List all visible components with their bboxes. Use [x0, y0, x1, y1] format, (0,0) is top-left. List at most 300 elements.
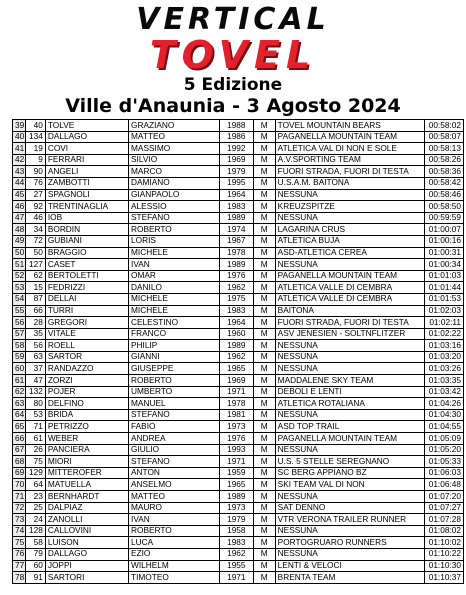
surname-cell: PANCIERA	[45, 444, 128, 456]
sex-cell: M	[253, 560, 275, 572]
first-name-cell: MARCO	[129, 166, 220, 178]
team-cell: BRENTA TEAM	[275, 572, 424, 584]
first-name-cell: GIANPAOLO	[129, 189, 220, 201]
table-row	[13, 120, 464, 132]
finish-time-cell: 01:03:42	[424, 386, 463, 398]
finish-time-cell: 01:10:30	[424, 560, 463, 572]
row-number-cell: 53	[13, 282, 26, 294]
bib-number-cell: 91	[26, 572, 46, 584]
bib-number-cell: 132	[26, 386, 46, 398]
team-cell: ASD-ATLETICA CEREA	[275, 247, 424, 259]
surname-cell: DALLAGO	[45, 548, 128, 560]
table-row	[13, 293, 464, 305]
team-cell: NESSUNA	[275, 189, 424, 201]
row-number-cell: 56	[13, 317, 26, 329]
surname-cell: DALLAGO	[45, 131, 128, 143]
results-body	[13, 120, 464, 584]
first-name-cell: GIULIO	[129, 444, 220, 456]
finish-time-cell: 01:08:02	[424, 525, 463, 537]
bib-number-cell: 134	[26, 131, 46, 143]
birth-year-cell: 1974	[219, 224, 253, 236]
finish-time-cell: 01:00:31	[424, 247, 463, 259]
team-cell: TOVEL MOUNTAIN BEARS	[275, 120, 424, 132]
row-number-cell: 45	[13, 189, 26, 201]
bib-number-cell: 127	[26, 259, 46, 271]
sex-cell: M	[253, 293, 275, 305]
finish-time-cell: 01:00:16	[424, 235, 463, 247]
first-name-cell: MATTEO	[129, 491, 220, 503]
row-number-cell: 50	[13, 247, 26, 259]
birth-year-cell: 1992	[219, 143, 253, 155]
finish-time-cell: 01:06:03	[424, 467, 463, 479]
row-number-cell: 52	[13, 270, 26, 282]
surname-cell: ZAMBOTTI	[45, 177, 128, 189]
bib-number-cell: 56	[26, 340, 46, 352]
surname-cell: ANGELI	[45, 166, 128, 178]
finish-time-cell: 01:07:27	[424, 502, 463, 514]
surname-cell: TOLVE	[45, 120, 128, 132]
first-name-cell: PHILIP	[129, 340, 220, 352]
finish-time-cell: 00:58:42	[424, 177, 463, 189]
row-number-cell: 62	[13, 386, 26, 398]
surname-cell: SPAGNOLI	[45, 189, 128, 201]
birth-year-cell: 1959	[219, 467, 253, 479]
surname-cell: MITTEROFER	[45, 467, 128, 479]
sex-cell: M	[253, 537, 275, 549]
bib-number-cell: 72	[26, 235, 46, 247]
finish-time-cell: 01:04:30	[424, 409, 463, 421]
bib-number-cell: 61	[26, 433, 46, 445]
finish-time-cell: 01:03:20	[424, 351, 463, 363]
table-row	[13, 282, 464, 294]
surname-cell: DELLAI	[45, 293, 128, 305]
event-logo-vertical: VERTICAL	[136, 2, 330, 37]
team-cell: A.V.SPORTING TEAM	[275, 154, 424, 166]
surname-cell: GUBIANI	[45, 235, 128, 247]
finish-time-cell: 01:05:20	[424, 444, 463, 456]
row-number-cell: 69	[13, 467, 26, 479]
team-cell: NESSUNA	[275, 409, 424, 421]
team-cell: ATLETICA ROTALIANA	[275, 398, 424, 410]
table-row	[13, 270, 464, 282]
birth-year-cell: 1964	[219, 189, 253, 201]
bib-number-cell: 35	[26, 328, 46, 340]
surname-cell: ROELL	[45, 340, 128, 352]
row-number-cell: 43	[13, 166, 26, 178]
surname-cell: TRENTINAGLIA	[45, 201, 128, 213]
table-row	[13, 363, 464, 375]
table-row	[13, 235, 464, 247]
row-number-cell: 60	[13, 363, 26, 375]
birth-year-cell: 1962	[219, 351, 253, 363]
bib-number-cell: 24	[26, 514, 46, 526]
first-name-cell: OMAR	[129, 270, 220, 282]
table-row	[13, 537, 464, 549]
sex-cell: M	[253, 386, 275, 398]
team-cell: NESSUNA	[275, 363, 424, 375]
surname-cell: ZANOLLI	[45, 514, 128, 526]
row-number-cell: 76	[13, 548, 26, 560]
event-header	[0, 0, 466, 118]
birth-year-cell: 1983	[219, 537, 253, 549]
row-number-cell: 46	[13, 201, 26, 213]
bib-number-cell: 28	[26, 317, 46, 329]
surname-cell: BERTOLETTI	[45, 270, 128, 282]
table-row	[13, 398, 464, 410]
birth-year-cell: 1986	[219, 131, 253, 143]
sex-cell: M	[253, 548, 275, 560]
bib-number-cell: 53	[26, 409, 46, 421]
finish-time-cell: 01:00:07	[424, 224, 463, 236]
sex-cell: M	[253, 363, 275, 375]
team-cell: NESSUNA	[275, 340, 424, 352]
table-row	[13, 328, 464, 340]
first-name-cell: ROBERTO	[129, 224, 220, 236]
finish-time-cell: 00:58:46	[424, 189, 463, 201]
birth-year-cell: 1965	[219, 363, 253, 375]
bib-number-cell: 66	[26, 305, 46, 317]
first-name-cell: ROBERTO	[129, 375, 220, 387]
row-number-cell: 67	[13, 444, 26, 456]
bib-number-cell: 63	[26, 351, 46, 363]
bib-number-cell: 71	[26, 421, 46, 433]
birth-year-cell: 1960	[219, 328, 253, 340]
sex-cell: M	[253, 131, 275, 143]
team-cell: ATLETICA VALLE DI CEMBRA	[275, 282, 424, 294]
birth-year-cell: 1988	[219, 120, 253, 132]
table-row	[13, 351, 464, 363]
sex-cell: M	[253, 212, 275, 224]
sex-cell: M	[253, 502, 275, 514]
sex-cell: M	[253, 282, 275, 294]
row-number-cell: 71	[13, 491, 26, 503]
finish-time-cell: 01:05:33	[424, 456, 463, 468]
first-name-cell: ROBERTO	[129, 525, 220, 537]
birth-year-cell: 1978	[219, 398, 253, 410]
table-row	[13, 340, 464, 352]
sex-cell: M	[253, 444, 275, 456]
first-name-cell: MAURO	[129, 502, 220, 514]
table-row	[13, 502, 464, 514]
bib-number-cell: 19	[26, 143, 46, 155]
surname-cell: ZORZI	[45, 375, 128, 387]
birth-year-cell: 1969	[219, 154, 253, 166]
sex-cell: M	[253, 433, 275, 445]
table-row	[13, 409, 464, 421]
bib-number-cell: 90	[26, 166, 46, 178]
table-row	[13, 514, 464, 526]
table-row	[13, 224, 464, 236]
finish-time-cell: 01:01:53	[424, 293, 463, 305]
surname-cell: COVI	[45, 143, 128, 155]
first-name-cell: ANSELMO	[129, 479, 220, 491]
finish-time-cell: 01:03:16	[424, 340, 463, 352]
first-name-cell: ALESSIO	[129, 201, 220, 213]
row-number-cell: 59	[13, 351, 26, 363]
bib-number-cell: 26	[26, 444, 46, 456]
birth-year-cell: 1971	[219, 572, 253, 584]
table-row	[13, 259, 464, 271]
sex-cell: M	[253, 166, 275, 178]
sex-cell: M	[253, 328, 275, 340]
team-cell: NESSUNA	[275, 212, 424, 224]
surname-cell: BORDIN	[45, 224, 128, 236]
team-cell: NESSUNA	[275, 548, 424, 560]
finish-time-cell: 01:03:35	[424, 375, 463, 387]
birth-year-cell: 1981	[219, 409, 253, 421]
birth-year-cell: 1971	[219, 386, 253, 398]
birth-year-cell: 1969	[219, 375, 253, 387]
birth-year-cell: 1983	[219, 305, 253, 317]
row-number-cell: 44	[13, 177, 26, 189]
row-number-cell: 48	[13, 224, 26, 236]
team-cell: PORTOGRUARO RUNNERS	[275, 537, 424, 549]
birth-year-cell: 1973	[219, 421, 253, 433]
team-cell: NESSUNA	[275, 351, 424, 363]
table-row	[13, 177, 464, 189]
team-cell: BAITONA	[275, 305, 424, 317]
first-name-cell: MATTEO	[129, 131, 220, 143]
table-row	[13, 166, 464, 178]
finish-time-cell: 01:02:03	[424, 305, 463, 317]
team-cell: NESSUNA	[275, 491, 424, 503]
team-cell: ATLETICA VAL DI NON E SOLE	[275, 143, 424, 155]
sex-cell: M	[253, 398, 275, 410]
birth-year-cell: 1965	[219, 479, 253, 491]
finish-time-cell: 01:10:02	[424, 537, 463, 549]
table-row	[13, 560, 464, 572]
first-name-cell: ANTON	[129, 467, 220, 479]
sex-cell: M	[253, 317, 275, 329]
birth-year-cell: 1962	[219, 282, 253, 294]
finish-time-cell: 00:58:02	[424, 120, 463, 132]
table-row	[13, 154, 464, 166]
bib-number-cell: 87	[26, 293, 46, 305]
surname-cell: FERRARI	[45, 154, 128, 166]
team-cell: NESSUNA	[275, 444, 424, 456]
first-name-cell: MICHELE	[129, 247, 220, 259]
surname-cell: GREGORI	[45, 317, 128, 329]
team-cell: ASV JENESIEN - SOLTNFLITZER	[275, 328, 424, 340]
surname-cell: JOPPI	[45, 560, 128, 572]
birth-year-cell: 1978	[219, 247, 253, 259]
table-row	[13, 375, 464, 387]
table-row	[13, 479, 464, 491]
table-row	[13, 548, 464, 560]
first-name-cell: MICHELE	[129, 305, 220, 317]
row-number-cell: 51	[13, 259, 26, 271]
team-cell: LENTI & VELOCI	[275, 560, 424, 572]
row-number-cell: 41	[13, 143, 26, 155]
bib-number-cell: 27	[26, 189, 46, 201]
table-row	[13, 467, 464, 479]
finish-time-cell: 01:10:22	[424, 548, 463, 560]
row-number-cell: 47	[13, 212, 26, 224]
finish-time-cell: 01:04:55	[424, 421, 463, 433]
bib-number-cell: 9	[26, 154, 46, 166]
table-row	[13, 421, 464, 433]
bib-number-cell: 23	[26, 491, 46, 503]
team-cell: VTR VERONA TRAILER RUNNER	[275, 514, 424, 526]
finish-time-cell: 01:06:48	[424, 479, 463, 491]
finish-time-cell: 01:00:34	[424, 259, 463, 271]
sex-cell: M	[253, 421, 275, 433]
row-number-cell: 77	[13, 560, 26, 572]
bib-number-cell: 50	[26, 247, 46, 259]
team-cell: PAGANELLA MOUNTAIN TEAM	[275, 270, 424, 282]
finish-time-cell: 00:58:13	[424, 143, 463, 155]
team-cell: KREUZSPITZE	[275, 201, 424, 213]
sex-cell: M	[253, 177, 275, 189]
row-number-cell: 54	[13, 293, 26, 305]
surname-cell: CALLOVINI	[45, 525, 128, 537]
surname-cell: BRAGGIO	[45, 247, 128, 259]
row-number-cell: 78	[13, 572, 26, 584]
sex-cell: M	[253, 259, 275, 271]
row-number-cell: 70	[13, 479, 26, 491]
bib-number-cell: 15	[26, 282, 46, 294]
table-row	[13, 212, 464, 224]
first-name-cell: IVAN	[129, 514, 220, 526]
table-row	[13, 247, 464, 259]
team-cell: NESSUNA	[275, 259, 424, 271]
birth-year-cell: 1955	[219, 560, 253, 572]
row-number-cell: 39	[13, 120, 26, 132]
surname-cell: VITALE	[45, 328, 128, 340]
bib-number-cell: 46	[26, 212, 46, 224]
sex-cell: M	[253, 154, 275, 166]
birth-year-cell: 1983	[219, 201, 253, 213]
team-cell: SAT DENNO	[275, 502, 424, 514]
row-number-cell: 40	[13, 131, 26, 143]
birth-year-cell: 1973	[219, 502, 253, 514]
sex-cell: M	[253, 247, 275, 259]
first-name-cell: GIANNI	[129, 351, 220, 363]
team-cell: ASD TOP TRAIL	[275, 421, 424, 433]
birth-year-cell: 1976	[219, 433, 253, 445]
birth-year-cell: 1995	[219, 177, 253, 189]
table-row	[13, 456, 464, 468]
birth-year-cell: 1962	[219, 548, 253, 560]
birth-year-cell: 1989	[219, 491, 253, 503]
table-row	[13, 386, 464, 398]
surname-cell: FEDRIZZI	[45, 282, 128, 294]
sex-cell: M	[253, 189, 275, 201]
sex-cell: M	[253, 375, 275, 387]
row-number-cell: 64	[13, 409, 26, 421]
first-name-cell: UMBERTO	[129, 386, 220, 398]
bib-number-cell: 92	[26, 201, 46, 213]
row-number-cell: 73	[13, 514, 26, 526]
finish-time-cell: 00:59:59	[424, 212, 463, 224]
place-date-label: Ville d'Anaunia - 3 Agosto 2024	[65, 95, 401, 117]
first-name-cell: WILHELM	[129, 560, 220, 572]
birth-year-cell: 1993	[219, 444, 253, 456]
finish-time-cell: 00:58:07	[424, 131, 463, 143]
first-name-cell: LORIS	[129, 235, 220, 247]
bib-number-cell: 58	[26, 537, 46, 549]
team-cell: ATLETICA VALLE DI CEMBRA	[275, 293, 424, 305]
sex-cell: M	[253, 201, 275, 213]
surname-cell: BERNHARDT	[45, 491, 128, 503]
sex-cell: M	[253, 467, 275, 479]
bib-number-cell: 47	[26, 375, 46, 387]
sex-cell: M	[253, 491, 275, 503]
bib-number-cell: 76	[26, 177, 46, 189]
sex-cell: M	[253, 456, 275, 468]
finish-time-cell: 01:02:11	[424, 317, 463, 329]
first-name-cell: STEFANO	[129, 409, 220, 421]
team-cell: U.S.A.M. BAITONA	[275, 177, 424, 189]
table-row	[13, 444, 464, 456]
surname-cell: CASET	[45, 259, 128, 271]
bib-number-cell: 79	[26, 548, 46, 560]
table-row	[13, 201, 464, 213]
bib-number-cell: 129	[26, 467, 46, 479]
row-number-cell: 42	[13, 154, 26, 166]
birth-year-cell: 1989	[219, 340, 253, 352]
bib-number-cell: 75	[26, 456, 46, 468]
bib-number-cell: 60	[26, 560, 46, 572]
finish-time-cell: 01:07:20	[424, 491, 463, 503]
row-number-cell: 74	[13, 525, 26, 537]
birth-year-cell: 1979	[219, 166, 253, 178]
team-cell: DEBOLI E LENTI	[275, 386, 424, 398]
first-name-cell: STEFANO	[129, 212, 220, 224]
first-name-cell: FRANCO	[129, 328, 220, 340]
finish-time-cell: 00:58:36	[424, 166, 463, 178]
surname-cell: IOB	[45, 212, 128, 224]
surname-cell: DELFINO	[45, 398, 128, 410]
table-row	[13, 433, 464, 445]
finish-time-cell: 01:01:03	[424, 270, 463, 282]
row-number-cell: 61	[13, 375, 26, 387]
surname-cell: TURRI	[45, 305, 128, 317]
table-row	[13, 572, 464, 584]
finish-time-cell: 01:03:26	[424, 363, 463, 375]
finish-time-cell: 01:04:26	[424, 398, 463, 410]
sex-cell: M	[253, 270, 275, 282]
first-name-cell: MANUEL	[129, 398, 220, 410]
row-number-cell: 63	[13, 398, 26, 410]
sex-cell: M	[253, 340, 275, 352]
team-cell: PAGANELLA MOUNTAIN TEAM	[275, 433, 424, 445]
surname-cell: LUISON	[45, 537, 128, 549]
first-name-cell: MICHELE	[129, 293, 220, 305]
row-number-cell: 49	[13, 235, 26, 247]
first-name-cell: ANDREA	[129, 433, 220, 445]
team-cell: MADDALENE SKY TEAM	[275, 375, 424, 387]
table-row	[13, 143, 464, 155]
surname-cell: RANDAZZO	[45, 363, 128, 375]
bib-number-cell: 128	[26, 525, 46, 537]
birth-year-cell: 1989	[219, 259, 253, 271]
team-cell: SC BERG APPIANO BZ	[275, 467, 424, 479]
first-name-cell: CELESTINO	[129, 317, 220, 329]
finish-time-cell: 00:58:26	[424, 154, 463, 166]
sex-cell: M	[253, 409, 275, 421]
table-row	[13, 525, 464, 537]
row-number-cell: 68	[13, 456, 26, 468]
bib-number-cell: 40	[26, 120, 46, 132]
finish-time-cell: 00:58:50	[424, 201, 463, 213]
first-name-cell: TIMOTEO	[129, 572, 220, 584]
surname-cell: BRIDA	[45, 409, 128, 421]
event-logo-tovel: TOVEL	[149, 33, 317, 77]
row-number-cell: 75	[13, 537, 26, 549]
results-table	[12, 119, 464, 584]
birth-year-cell: 1971	[219, 456, 253, 468]
